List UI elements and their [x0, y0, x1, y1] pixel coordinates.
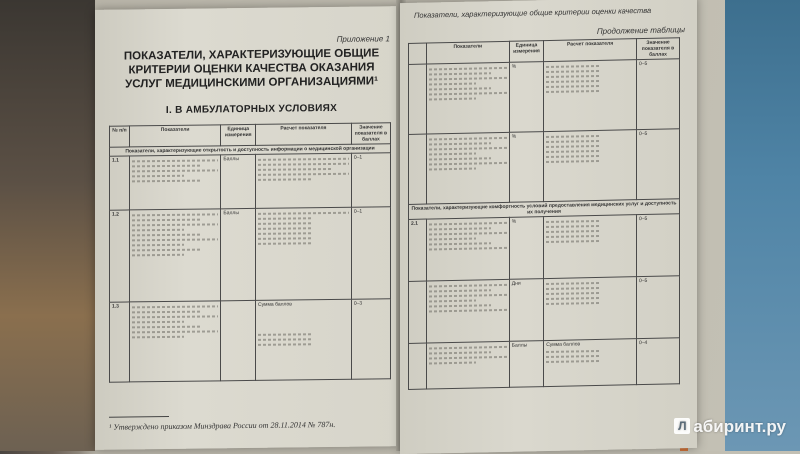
- header-calc: Расчет показателя: [256, 123, 352, 145]
- background-right: [725, 0, 800, 451]
- row-score: 0–4: [637, 338, 680, 385]
- footnote: ¹ Утверждено приказом Минздрава России от 28.11.2014 № 787н.: [109, 419, 336, 432]
- left-page: [95, 6, 400, 450]
- row-unit: %: [509, 217, 543, 280]
- row-num: 1.2: [110, 210, 130, 302]
- row-indicator: [129, 301, 221, 382]
- table-row: [409, 59, 680, 135]
- running-head: Показатели, характеризующие общие критерии оценки качества: [414, 5, 652, 20]
- row-score: 0–5: [637, 276, 680, 339]
- table-row: [409, 129, 680, 205]
- group-title-2: Показатели, характеризующие комфортность условий предоставления медицинских услуг и доступность их получения: [409, 199, 680, 220]
- header-indicator: Показатели: [426, 41, 509, 64]
- labirint-logo-icon: Л: [674, 418, 690, 434]
- row-calc: [256, 299, 352, 380]
- criteria-table-right: [408, 37, 680, 390]
- header-score: Значение показателя в баллах: [637, 38, 680, 60]
- criteria-table-left: [109, 122, 391, 382]
- row-unit: Баллы: [221, 154, 256, 208]
- row-unit: %: [509, 62, 543, 133]
- table-row: [110, 207, 391, 302]
- row-num: 1.3: [110, 302, 130, 382]
- appendix-label: Приложение 1: [336, 34, 390, 44]
- background-left: [0, 0, 95, 451]
- header-score: Значение показателя в баллах: [351, 123, 390, 144]
- row-score: 0–1: [351, 153, 390, 207]
- table-row: [110, 153, 391, 210]
- row-calc: [256, 207, 352, 300]
- row-indicator: [129, 155, 221, 210]
- labirint-watermark: [674, 417, 786, 437]
- row-indicator: [129, 209, 221, 302]
- row-unit: Баллы: [509, 341, 543, 388]
- row-num: 2.1: [409, 219, 427, 281]
- header-unit: Единица измерения: [509, 41, 543, 63]
- header-indicator: Показатели: [129, 125, 221, 147]
- row-unit: %: [509, 132, 543, 203]
- row-score: 0–3: [351, 299, 390, 379]
- section-title: I. В АМБУЛАТОРНЫХ УСЛОВИЯХ: [165, 102, 338, 116]
- table-row: [409, 276, 680, 344]
- footnote-divider: [109, 416, 169, 418]
- row-score: 0–5: [637, 129, 680, 200]
- row-unit: Баллы: [221, 208, 256, 300]
- row-calc-text: Сумма баллов: [258, 301, 292, 308]
- row-num: 1.1: [110, 156, 130, 210]
- right-page: [400, 0, 697, 454]
- table-row: [110, 299, 391, 382]
- header-num: № п/п: [110, 126, 130, 147]
- header-unit: Единица измерения: [221, 124, 256, 145]
- row-score: 0–1: [351, 207, 390, 299]
- row-unit: Дни: [509, 279, 543, 342]
- table-row: [409, 214, 680, 282]
- row-score: 0–5: [637, 59, 680, 130]
- row-score: 0–5: [637, 214, 680, 277]
- row-calc: [256, 153, 352, 208]
- table-continuation-label: Продолжение таблицы: [596, 25, 685, 36]
- row-unit: [221, 300, 256, 380]
- row-calc-text: Сумма баллов: [546, 341, 581, 349]
- group-title-1: Показатели, характеризующие открытость и доступность информации о медицинской организации: [110, 144, 391, 156]
- page-title: ПОКАЗАТЕЛИ, ХАРАКТЕРИЗУЮЩИЕ ОБЩИЕ КРИТЕРИИ ОЦЕНКИ КАЧЕСТВА ОКАЗАНИЯ УСЛУГ МЕДИЦИНСКИМИ ОРГАНИЗАЦИЯМИ¹: [123, 47, 380, 91]
- header-calc: Расчет показателя: [544, 39, 637, 62]
- table-row: [409, 338, 680, 390]
- watermark-text: абиринт.ру: [693, 417, 786, 436]
